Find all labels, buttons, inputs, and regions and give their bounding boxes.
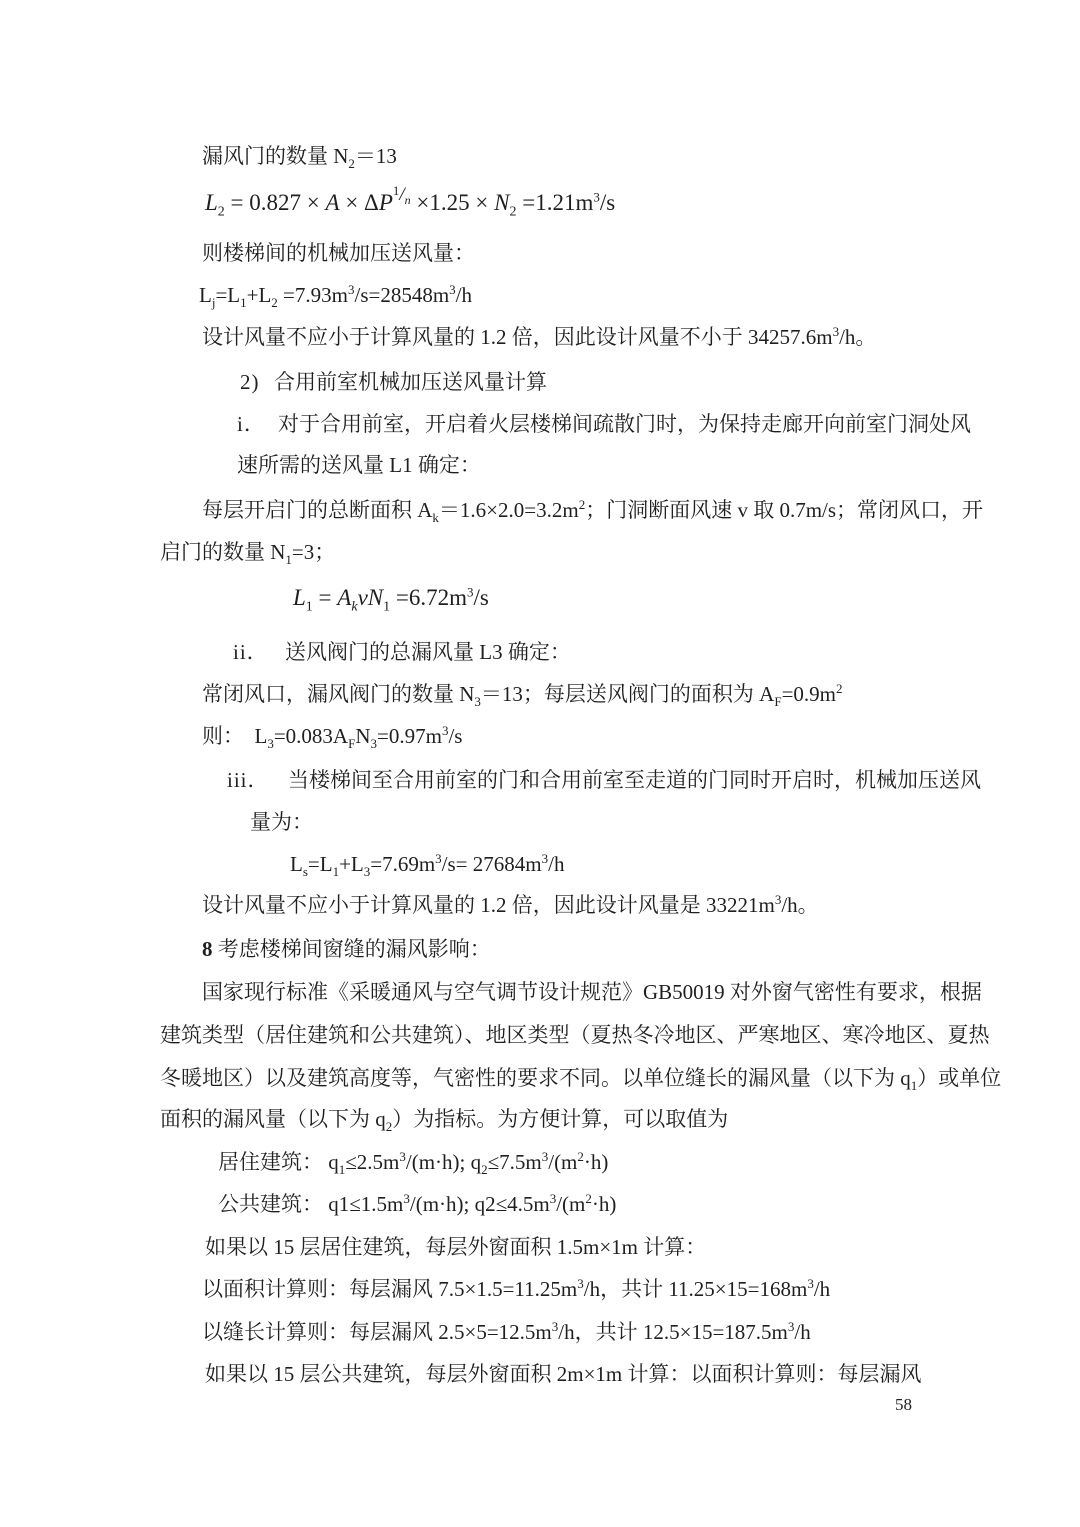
item-i-text-line1: i． 对于合用前室，开启着火层楼梯间疏散门时，为保持走廊开向前室门洞处风 — [237, 412, 971, 436]
item-iii-text-line2: 量为： — [250, 810, 313, 834]
section-8-heading: 8 考虑楼梯间窗缝的漏风影响： — [202, 937, 491, 961]
line-ak-calc-line2: 启门的数量 $N_1=3$； — [160, 540, 336, 568]
item-ii-heading: ii． 送风阀门的总漏风量 L3 确定： — [233, 640, 571, 664]
line-ak-calc-line1: 每层开启门的总断面积 $A_k=1.6\times 2.0=3.2m^2$；门洞断面风速 v 取 0.7m/s；常闭风口，开 — [202, 497, 984, 526]
item-i-text-line2: 速所需的送风量 L1 确定： — [237, 453, 481, 477]
line-leak-door-count: 漏风门的数量 $N_2=13$ — [202, 144, 397, 172]
line-crack-calc: 以缝长计算则：每层漏风 $2.5\times 5=12.5m^3/h$，共计 $12.5\times 15=187.5m^3/h$ — [202, 1319, 811, 1344]
formula-lj: $L_j=L_1+L_2 =7.93m^3/s=28548m^3/h$ — [199, 282, 473, 311]
formula-l2: $L_2 = 0.827 \times A \times \Delta P^{1/n} \times 1.25 \times N_2 =1.21m^3/s$ — [205, 183, 616, 220]
line-public-q: 公共建筑： $q1\le 1.5m^3/(m\cdot h)$; $q2\le 4.5m^3/(m^2\cdot h)$ — [218, 1191, 617, 1216]
line-design-flow-lobby: 设计风量不应小于计算风量的 1.2 倍，因此设计风量是 $33221m^3/h$。 — [202, 892, 819, 917]
line-residential-q: 居住建筑： $q_1\le 2.5m^3/(m\cdot h)$; $q_2\le 7.5m^3/(m^2\cdot h)$ — [218, 1149, 609, 1178]
formula-ls: $L_s=L_1+L_3=7.69m^3/s= 27684m^3/h$ — [290, 851, 565, 880]
para-standard-line3: 冬暖地区）以及建筑高度等，气密性的要求不同。以单位缝长的漏风量（以下为 $q_1$）或单位 — [160, 1066, 1002, 1094]
line-area-calc: 以面积计算则：每层漏风 $7.5\times 1.5=11.25m^3/h$，共计 $11.25\times 15=168m^3/h$ — [202, 1276, 831, 1301]
line-example-residential: 如果以 15 层居住建筑，每层外窗面积 1.5m×1m 计算： — [205, 1235, 707, 1259]
line-n3-af: 常闭风口，漏风阀门的数量 $N_3=13$；每层送风阀门的面积为 $A_F=0.9m^2$ — [202, 681, 843, 710]
formula-l1: $L_1 = A_kvN_1 =6.72m^3/s$ — [293, 584, 489, 615]
para-standard-line2: 建筑类型（居住建筑和公共建筑）、地区类型（夏热冬冷地区、严寒地区、寒冷地区、夏热 — [160, 1023, 990, 1047]
line-stair-supply-intro: 则楼梯间的机械加压送风量： — [202, 241, 475, 265]
para-standard-line1: 国家现行标准《采暖通风与空气调节设计规范》GB50019 对外窗气密性有要求，根据 — [202, 980, 982, 1004]
line-design-flow-stair: 设计风量不应小于计算风量的 1.2 倍，因此设计风量不小于 $34257.6m^3/h$。 — [202, 324, 877, 349]
item-iii-text-line1: iii． 当楼梯间至合用前室的门和合用前室至走道的门同时开启时，机械加压送风 — [227, 768, 981, 792]
item-2-heading: 2) 合用前室机械加压送风量计算 — [240, 370, 547, 394]
formula-l3: 则： $L_3=0.083A_FN_3=0.97m^3/s$ — [202, 723, 463, 752]
para-standard-line4: 面积的漏风量（以下为 $q_2$）为指标。为方便计算，可以取值为 — [160, 1107, 729, 1135]
page-number: 58 — [895, 1395, 912, 1414]
line-example-public: 如果以 15 层公共建筑，每层外窗面积 2m×1m 计算：以面积计算则：每层漏风 — [205, 1362, 922, 1386]
